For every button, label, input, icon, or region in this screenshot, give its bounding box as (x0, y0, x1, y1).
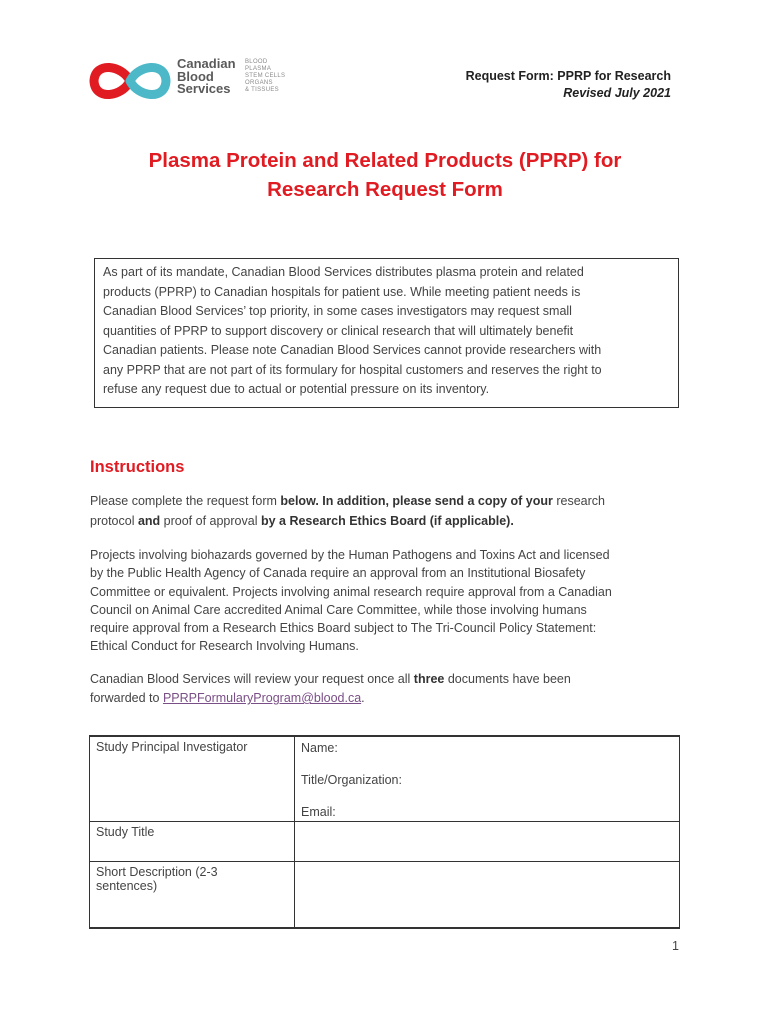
title-organization-field-label: Title/Organization: (301, 773, 402, 787)
revision-date: Revised July 2021 (563, 86, 671, 100)
pi-label: Study Principal Investigator (96, 740, 248, 754)
table-row (90, 862, 680, 929)
instructions-paragraph-2 (90, 546, 690, 656)
paragraph-line: Council on Animal Care accredited Animal Care Committee, while those involving humans (90, 602, 587, 617)
tagline-line: STEM CELLS (245, 73, 286, 79)
logo-word: Canadian (177, 56, 236, 71)
canadian-blood-services-logo (89, 56, 329, 106)
email-link[interactable]: PPRPFormularyProgram@blood.ca (162, 691, 362, 705)
pi-label-cell (90, 736, 295, 822)
form-header-info (466, 68, 671, 102)
intro-line: any PPRP that are not part of its formulary for hospital customers and reserves the right to (103, 362, 602, 377)
intro-line: quantities of PPRP to support discovery or clinical research that will ultimately benefit (103, 323, 574, 338)
text-run: Please complete the request form (90, 494, 281, 508)
title-line: Plasma Protein and Related Products (PPRP) for (148, 149, 622, 172)
intro-line: Canadian patients. Please note Canadian Blood Services cannot provide researchers with (103, 343, 602, 357)
bold-text: by a Research Ethics Board (if applicable). (260, 514, 514, 528)
table-row (90, 736, 680, 822)
infinity-logo-icon (89, 56, 171, 106)
form-name: Request Form: PPRP for Research (465, 69, 671, 83)
paragraph-line: Ethical Conduct for Research Involving Humans. (90, 639, 359, 654)
instructions-heading: Instructions (90, 458, 185, 476)
request-form-table (89, 735, 680, 929)
intro-line: Canadian Blood Services’ top priority, in some cases investigators may request small (103, 304, 572, 318)
intro-line: refuse any request due to actual or potential pressure on its inventory. (103, 382, 490, 396)
study-title-input-cell[interactable] (295, 822, 680, 862)
paragraph-line: by the Public Health Agency of Canada require an approval from an Institutional Biosafety (90, 566, 586, 581)
text-run: documents have been (444, 672, 571, 686)
instructions-paragraph-3 (90, 670, 690, 708)
pi-input-cell[interactable] (295, 736, 680, 822)
paragraph-line: require approval from a Research Ethics Board subject to The Tri-Council Policy Statement: (90, 621, 597, 636)
text-run: protocol (90, 514, 138, 528)
paragraph-line: Committee or equivalent. Projects involving animal research require approval from a Canadian (90, 584, 612, 599)
logo-word: Blood (177, 68, 214, 84)
text-run: forwarded to (90, 691, 163, 705)
text-run: proof of approval (160, 514, 261, 528)
bold-text: three (413, 672, 445, 686)
tagline-line: ORGANS (245, 80, 273, 86)
text-run: Canadian Blood Services will review your request once all (90, 672, 414, 686)
logo-word: Services (177, 81, 231, 96)
email-field-label: Email: (301, 805, 336, 819)
instructions-paragraph-1 (90, 491, 690, 531)
text-run: research (552, 494, 605, 508)
intro-box (94, 258, 679, 408)
table-row (90, 822, 680, 862)
document-title (90, 146, 680, 204)
name-field-label: Name: (301, 741, 338, 755)
logo-tagline (245, 59, 285, 94)
short-description-label: sentences) (96, 879, 158, 893)
tagline-line: BLOOD (245, 59, 268, 65)
title-line: Research Request Form (267, 178, 503, 201)
bold-text: and (137, 514, 161, 528)
intro-line: products (PPRP) to Canadian hospitals for patient use. While meeting patient needs is (103, 284, 581, 299)
page-number: 1 (672, 939, 679, 953)
short-description-input-cell[interactable] (295, 862, 680, 929)
paragraph-line: Projects involving biohazards governed by the Human Pathogens and Toxins Act and licensed (90, 548, 610, 562)
bold-text: below. In addition, please send a copy of your (280, 494, 553, 508)
logo-wordmark (177, 58, 236, 96)
short-description-label: Short Description (2-3 (96, 865, 218, 879)
tagline-line: & TISSUES (245, 87, 279, 93)
study-title-label: Study Title (96, 825, 155, 839)
text-run: . (361, 691, 365, 705)
study-title-label-cell (90, 822, 295, 862)
intro-line: As part of its mandate, Canadian Blood Services distributes plasma protein and related (103, 265, 584, 279)
tagline-line: PLASMA (245, 66, 272, 72)
short-description-label-cell (90, 862, 295, 929)
